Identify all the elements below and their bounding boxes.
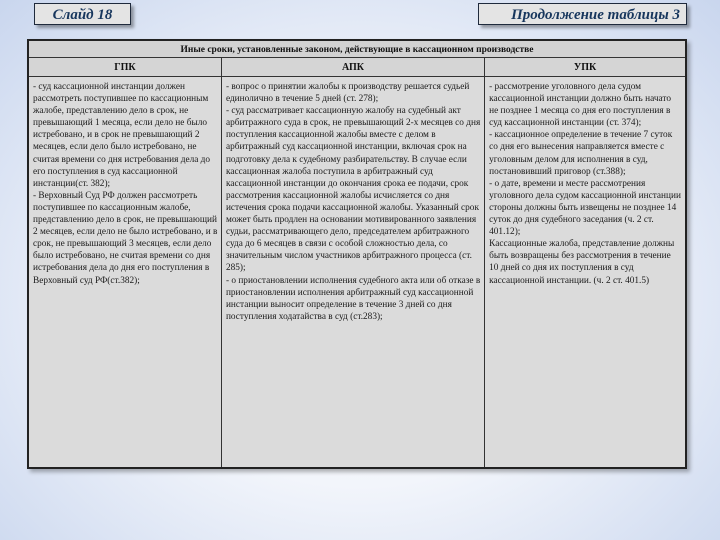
- apk-cell: [221, 77, 484, 469]
- gpk-paragraph: - суд кассационной инстанции должен рассмотреть поступившее по кассационным жалобе, представлению дело в срок, не превышающий 1 месяца, если дело не было истребовано, и в срок не превышающий 2 месяцев, если дело было истребовано, не считая времени со дня истребования дела до его поступления в суд кассационной инстанции(ст. 382);: [33, 82, 211, 189]
- gpk-cell: [28, 77, 221, 469]
- table-caption: Иные сроки, установленные законом, действующие в кассационном производстве: [28, 40, 686, 58]
- apk-paragraph: - суд рассматривает кассационную жалобу на судебный акт арбитражного суда в срок, не превышающий 2-х месяцев со дня поступления кассационной жалобы вместе с делом в арбитражный суд кассационной инстанции, включая срок на подготовку дела к судебному разбирательству. В случае если кассационная жалоба поступила в арбитражный суд кассационной инстанции до окончания срока ее подачи, срок рассмотрения кассационной жалобы исчисляется со дня истечения срока подачи кассационной жалобы. Указанный срок может быть продлен на основании мотивированного заявления судьи, рассматривающего дело, председателем арбитражного суда до 6 месяцев в связи с особой сложностью дела, со значительным числом участников арбитражного процесса (ст. 285);: [225, 106, 481, 274]
- continuation-title: Продолжение таблицы 3: [478, 3, 687, 25]
- column-header-upk: УПК: [485, 58, 686, 77]
- upk-paragraph: - рассмотрение уголовного дела судом кассационной инстанции должно быть начато не позднее 1 месяца со дня его поступления в суд кассационной инстанции (ст. 374);: [489, 82, 671, 129]
- upk-paragraph: Кассационные жалоба, представление должны быть возвращены без рассмотрения в течение 10 дней со дня их поступления в суд кассационной инстанции. (ч. 2 ст. 401.5): [489, 239, 675, 286]
- apk-paragraph: - о приостановлении исполнения судебного акта или об отказе в приостановлении исполнения арбитражный суд кассационной инстанции выносит определение в течение 3 дней со дня поступления ходатайства в суд (ст.283);: [225, 275, 481, 322]
- gpk-paragraph: - Верховный Суд РФ должен рассмотреть поступившее по кассационным жалобе, представлению дело в срок, не превышающий 2 месяцев, если дело не было истребовано, и в срок, не превышающий 3 месяцев, если дело было истребовано, не считая времени со дня истребования дела до дня его поступления в Верховный суд РФ(ст.382);: [33, 190, 218, 286]
- upk-paragraph: - кассационное определение в течение 7 суток со дня его вынесения направляется вместе с уголовным делом для исполнения в суд, постановивший приговор (ст.388);: [489, 130, 673, 177]
- upk-cell: [485, 77, 686, 469]
- deadlines-table: [27, 39, 687, 469]
- apk-paragraph: - вопрос о принятии жалобы к производству решается судьей единолично в течение 5 дней (ст. 278);: [225, 82, 470, 105]
- slide-number-label: Слайд 18: [34, 3, 131, 25]
- upk-paragraph: - о дате, времени и месте рассмотрения уголовного дела судом кассационной инстанции стороны должны быть извещены не позднее 14 суток до дня судебного заседания (ч. 2 ст. 401.12);: [489, 178, 681, 238]
- column-header-gpk: ГПК: [28, 58, 221, 77]
- column-header-apk: АПК: [221, 58, 484, 77]
